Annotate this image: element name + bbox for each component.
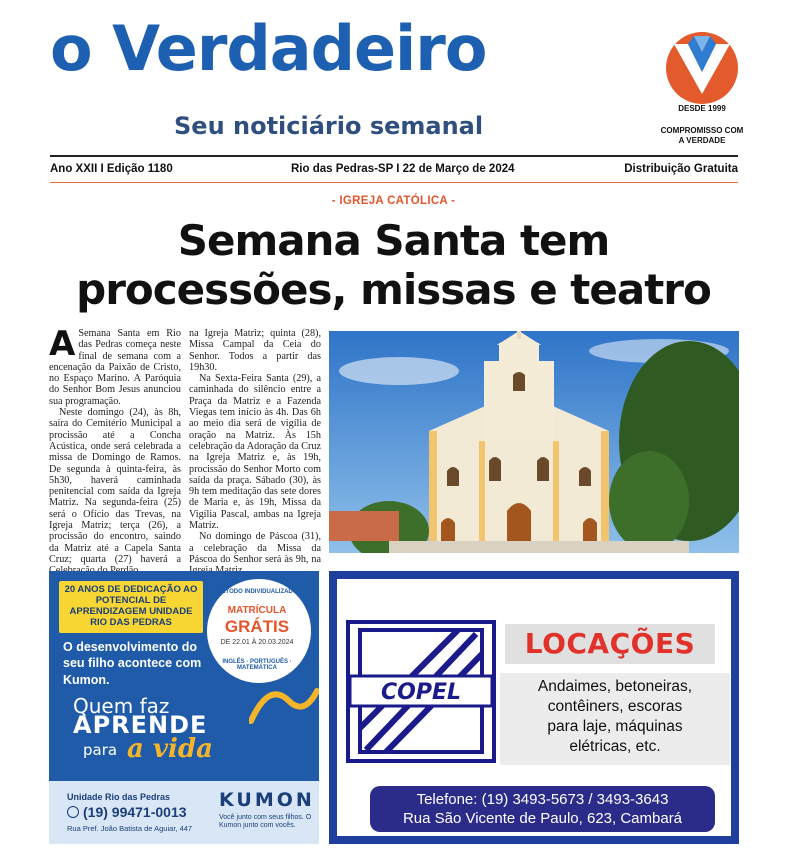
section-kicker: - IGREJA CATÓLICA - bbox=[331, 195, 456, 207]
info-rule bbox=[50, 182, 738, 183]
kumon-ad[interactable] bbox=[49, 571, 319, 844]
article-column-2 bbox=[189, 328, 321, 577]
kumon-gratis-label: GRÁTIS bbox=[224, 617, 290, 636]
distribution-label: Distribuição Gratuita bbox=[624, 163, 738, 175]
headline-line-2: processões, missas e teatro bbox=[76, 265, 711, 314]
kumon-matricula-label: MATRÍCULA bbox=[227, 605, 287, 616]
kumon-logo: KUMON bbox=[219, 789, 315, 811]
services-line: contêiners, escoras bbox=[547, 698, 683, 715]
article-paragraph: Neste domingo (24), às 8h, saíra do Cemitério Municipal a procissão até a Concha Acústica, onde será celebrada a missa de Domingo de Ramos. De segunda à quinta-feira, às 5h30, haverá caminhada penitencial com saída da Igreja Matriz. Na segunda-feira (25) será o Ofício das Trevas, na Igreja Matriz; terça (26), a procissão do encontro, saindo da Matriz até a Capela Santa Cruz; quarta (27) haverá a bbox=[49, 407, 181, 565]
kumon-swirl-decoration bbox=[249, 681, 319, 731]
kumon-unit: Unidade Rio das Pedras bbox=[67, 792, 171, 802]
article-paragraph: No domingo de Páscoa (31), a celebração da Missa da Páscoa do Senhor será às 9h, na bbox=[189, 531, 321, 565]
article-paragraph: na Igreja Matriz; quinta (28), Missa Campal da Ceia do Senhor. Todos a partir das 19h30. bbox=[189, 328, 321, 373]
kumon-description: O desenvolvimento do seu filho acontece com Kumon. bbox=[63, 640, 202, 687]
services-line: elétricas, etc. bbox=[569, 738, 661, 755]
brand-v-logo bbox=[664, 30, 740, 106]
services-line: para laje, máquinas bbox=[547, 718, 683, 735]
kumon-address: Rua Pref. João Batista de Aguiar, 447 bbox=[67, 824, 193, 833]
services-line: Andaimes, betoneiras, bbox=[537, 678, 693, 695]
church-photo bbox=[329, 331, 739, 553]
kumon-slogan-quem-faz: Quem faz bbox=[73, 694, 170, 718]
headline-line-1: Semana Santa tem bbox=[177, 216, 610, 265]
kumon-method-label: MÉTODO INDIVIDUALIZADO bbox=[216, 589, 298, 595]
place-date: Rio das Pedras-SP I 22 de Março de 2024 bbox=[291, 163, 515, 175]
whatsapp-icon bbox=[67, 806, 79, 818]
kumon-slogan-para: para bbox=[83, 741, 118, 759]
services-list bbox=[500, 677, 730, 757]
article-paragraph: Semana Santa em Rio das Pedras começa neste final de semana com a encenação da Paixão de Cristo, no Espaço Marino. A Paróquia do Senhor Bom Jesus anunciou sua programação. bbox=[49, 328, 181, 407]
kumon-subjects: INGLÊS · PORTUGUÊS · MATEMÁTICA bbox=[222, 659, 292, 671]
kumon-promo-dates: DE 22.01 À 20.03.2024 bbox=[220, 639, 294, 646]
drop-cap: A bbox=[49, 324, 76, 364]
commitment-label: COMPROMISSO COM A VERDADE bbox=[660, 126, 744, 145]
copel-phone[interactable]: Telefone: (19) 3493-5673 / 3493-3643 bbox=[416, 791, 669, 808]
kumon-slogan-a-vida: a vida bbox=[127, 734, 213, 764]
kumon-slogan-aprende: APRENDE bbox=[73, 711, 208, 739]
article-headline bbox=[40, 216, 747, 314]
kumon-tagline: Você junto com seus filhos. O Kumon junto com vocês. bbox=[219, 814, 312, 830]
article-paragraph: Na Sexta-Feira Santa (29), a caminhada do silêncio entre a Praça da Matriz e a Fazenda Viegas tem início às 4h. Das 6h ao meio dia será de vigília de oração na Matriz. Às 15h celebração da Adoração da Cruz na Igreja Matriz e, às 19h, procissão do Senhor Morto com saída da praça. Sábado (30), às 9h tem meditação das sete dores de Maria e, às 19h, Missa da Vigília Pascal, ambas na Igreja Matriz. bbox=[189, 373, 321, 532]
copel-address: Rua São Vicente de Paulo, 623, Cambará bbox=[402, 810, 683, 827]
newspaper-brand: o Verdadeiro bbox=[50, 12, 487, 85]
kumon-phone[interactable]: (19) 99471-0013 bbox=[83, 804, 187, 820]
kumon-badge: 20 ANOS DE DEDICAÇÃO AO POTENCIAL DE APRENDIZAGEM UNIDADE RIO DAS PEDRAS bbox=[59, 581, 203, 633]
copel-logo-text: COPEL bbox=[380, 680, 462, 705]
masthead-rule bbox=[50, 155, 738, 157]
article-column-1 bbox=[49, 324, 181, 577]
newspaper-tagline: Seu noticiário semanal bbox=[174, 112, 484, 140]
since-label: DESDE 1999 bbox=[678, 104, 726, 113]
issue-info: Ano XXII I Edição 1180 bbox=[50, 163, 173, 175]
locacoes-title: LOCAÇÕES bbox=[524, 627, 696, 660]
copel-logo bbox=[346, 620, 496, 763]
